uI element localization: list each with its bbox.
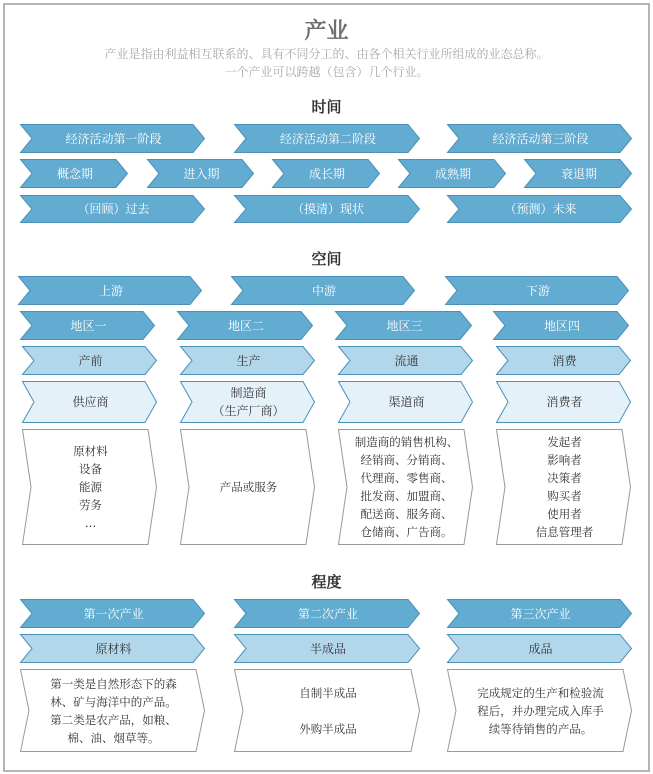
- space-stream-label: 中游: [311, 283, 336, 298]
- space-stage-chevron: [496, 346, 631, 375]
- degree-industry-chevron: [234, 599, 420, 628]
- space-detail-label: 发起者 影响者 决策者 购买者 使用者 信息管理者: [535, 435, 594, 539]
- space-heading: 空间: [311, 250, 342, 268]
- space-stage-label: 消费: [552, 353, 577, 368]
- time-phase-chevron: [524, 159, 632, 188]
- time-phase-chevron: [20, 159, 128, 188]
- degree-industry-label: 第三次产业: [510, 606, 571, 621]
- time-phase-chevron: [398, 159, 506, 188]
- time-phase-label: 概念期: [56, 166, 93, 181]
- degree-product-label: 原材料: [95, 641, 132, 656]
- time-phase-label: 进入期: [183, 166, 220, 181]
- time-perspective-chevron: [20, 195, 205, 223]
- space-stream-chevron: [445, 276, 629, 305]
- degree-detail-label: 完成规定的生产和检验流 程后，并办理完成入库手 续等待销售的产品。: [477, 685, 604, 736]
- time-perspective-label: （摸清）现状: [291, 202, 364, 216]
- time-stage-label: 经济活动第三阶段: [492, 131, 589, 146]
- time-phase-chevron: [147, 159, 254, 188]
- space-actor-label: 制造商 （生产厂商）: [212, 386, 285, 418]
- time-stage-chevron: [234, 124, 420, 153]
- time-stage-chevron: [20, 124, 205, 153]
- degree-product-chevron: [20, 634, 205, 663]
- space-stage-label: 产前: [78, 353, 103, 368]
- degree-detail-label: 自制半成品 外购半成品: [299, 685, 357, 736]
- space-actor-chevron: [338, 381, 473, 423]
- degree-industry-chevron: [447, 599, 632, 628]
- space-stream-chevron: [231, 276, 415, 305]
- degree-product-chevron: [447, 634, 632, 663]
- subtitle-line-2: 一个产业可以跨越（包含）几个行业。: [224, 65, 429, 79]
- space-actor-label: 消费者: [546, 395, 583, 409]
- space-stream-label: 下游: [525, 283, 550, 298]
- time-phase-chevron: [272, 159, 380, 188]
- space-stream-chevron: [18, 276, 202, 305]
- degree-heading: 程度: [311, 573, 342, 591]
- degree-industry-label: 第二次产业: [297, 606, 358, 621]
- degree-industry-label: 第一次产业: [83, 606, 144, 621]
- time-phase-label: 成熟期: [434, 166, 471, 181]
- space-detail-label: 产品或服务: [219, 480, 278, 494]
- space-detail-chevron: [338, 429, 473, 545]
- space-actor-label: 渠道商: [388, 395, 425, 409]
- space-region-chevron: [20, 311, 155, 340]
- time-stage-label: 经济活动第二阶段: [279, 131, 376, 146]
- space-actor-chevron: [496, 381, 631, 423]
- space-region-label: 地区二: [227, 318, 264, 333]
- space-stream-label: 上游: [98, 283, 123, 298]
- time-stage-chevron: [447, 124, 632, 153]
- time-perspective-chevron: [447, 195, 632, 223]
- space-actor-chevron: [22, 381, 157, 423]
- space-stage-chevron: [22, 346, 157, 375]
- space-stage-label: 生产: [236, 353, 261, 368]
- degree-product-label: 半成品: [309, 641, 346, 656]
- space-detail-chevron: [22, 429, 157, 545]
- degree-detail-chevron: [20, 669, 205, 752]
- degree-product-label: 成品: [528, 641, 553, 656]
- space-actor-label: 供应商: [72, 395, 109, 409]
- space-region-chevron: [177, 311, 313, 340]
- time-heading: 时间: [311, 98, 342, 116]
- degree-product-chevron: [234, 634, 420, 663]
- space-region-label: 地区一: [70, 318, 107, 333]
- space-actor-chevron: [180, 381, 315, 423]
- time-perspective-chevron: [234, 195, 420, 223]
- time-phase-label: 衰退期: [560, 166, 597, 181]
- space-stage-label: 流通: [394, 353, 419, 368]
- time-perspective-label: （回顾）过去: [77, 202, 150, 216]
- space-stage-chevron: [338, 346, 473, 375]
- time-phase-label: 成长期: [308, 166, 345, 181]
- degree-industry-chevron: [20, 599, 205, 628]
- space-detail-chevron: [180, 429, 315, 545]
- page-title: 产业: [304, 19, 349, 44]
- space-detail-chevron: [496, 429, 631, 545]
- time-perspective-label: （预测）未来: [504, 202, 577, 216]
- space-detail-label: 制造商的销售机构、 经销商、分销商、 代理商、零售商、 批发商、加盟商、 配送商、服务商、 仓储商、广告商。: [354, 435, 459, 539]
- space-region-label: 地区四: [543, 318, 580, 333]
- degree-detail-chevron: [234, 669, 420, 752]
- space-region-label: 地区三: [386, 318, 423, 333]
- space-region-chevron: [335, 311, 472, 340]
- degree-detail-chevron: [447, 669, 632, 752]
- subtitle-line-1: 产业是指由利益相互联系的、具有不同分工的、由各个相关行业所组成的业态总称。: [104, 47, 549, 61]
- space-detail-label: 原材料 设备 能源 劳务 …: [73, 444, 108, 530]
- degree-detail-label: 第一类是自然形态下的森 林、矿与海洋中的产品。 第二类是农产品，如粮、 棉、油、烟草等。: [50, 676, 177, 745]
- time-stage-label: 经济活动第一阶段: [65, 131, 162, 146]
- space-stage-chevron: [180, 346, 315, 375]
- space-region-chevron: [493, 311, 629, 340]
